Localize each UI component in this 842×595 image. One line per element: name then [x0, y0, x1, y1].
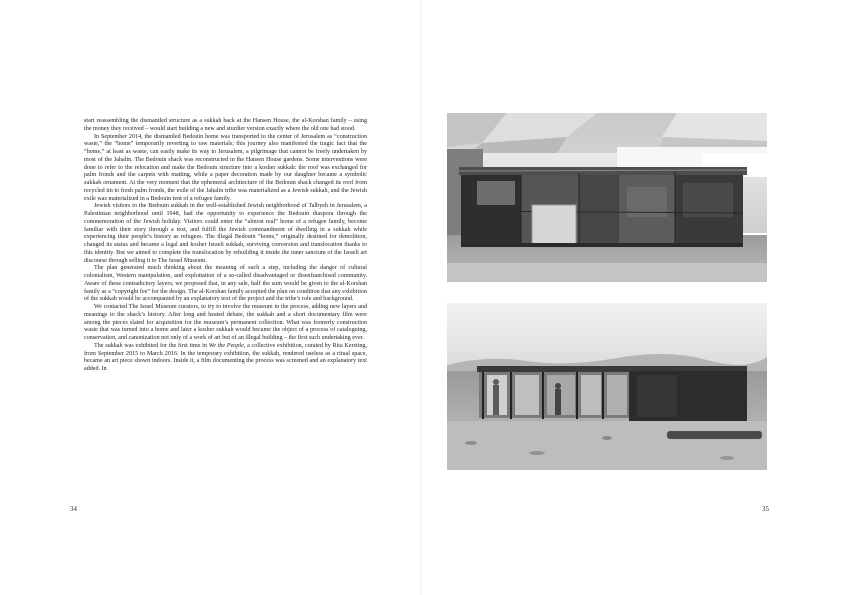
paragraph-1: start reassembling the dismantled structure as a sukkah back at the Hansen House, the al-Korshan family – using the money they received – would start building a new and sturdier version exactly where the old one had stood.	[84, 118, 367, 132]
exhibition-title: We the People	[208, 342, 244, 349]
paragraph-6-start: The sukkah was exhibited for the first time in	[94, 342, 209, 349]
paragraph-2: In September 2014, the dismantled Bedouin home was transported to the center of Jerusalem as “construction waste,” the “home” temporarily reverting to raw materials; this journey also manifested the tragic fact that the “home,” at least as waste, can easily make its way to Jerusalem, a pilgrimage that cannot be freely undertaken by most of the Jahalin. The Bedouin shack was reconstructed in the Hansen House gardens. Some interventions were done to refer to the relocation and make the Bedouin structure into a kosher sukkah: the roof was exchanged for palm fronds and the carpets with matting, while a paper decoration made by our daughter became a symbolic sukkah ornament. At the very moment that the ephemeral architecture of the Bedouin shack changed its roof from recycled tin to fresh palm fronds, the exile of the Jahalin tribe was materialized as a Jewish sukkah, and the Jewish exile was materialized in a Bedouin tent of a refugee family.	[84, 133, 367, 202]
body-text-column	[84, 118, 367, 374]
page-number-left: 34	[70, 505, 77, 513]
paragraph-3: Jewish visitors to the Bedouin sukkah in the well-established Jewish neighborhood of Talbyeh in Jerusalem, a Palestinian neighborhood until 1948, had the opportunity to experience the Bedouin diaspora through the commemoration of the Jewish holiday. Visitors could enter the “almost real” home of a refugee family, become familiar with their story through a text, and fulfill the Jewish commandment of dwelling in a sukkah while experiencing their people’s history as refugees. The illegal Bedouin “home,” originally destined for demolition, changed its status and became a legal and kosher Israeli sukkah, surviving conversion and translocation thanks to this identity. But we aimed to complete the translocation by rebuilding it inside the inner sanctum of the Israeli art discourse through selling it to The Israel Museum.	[84, 203, 367, 264]
photo-shack-in-desert	[447, 303, 767, 470]
page-gutter	[420, 0, 422, 595]
paragraph-5: We contacted The Israel Museum curators, to try to involve the museum in the process, adding new layers and meanings to the shack’s history. After long and heated debate, the sukkah and a short documentary film were among the pieces slated for acquisition for the museum’s permanent collection. What was formerly construction waste that was turned into a home and later a kosher sukkah would became the object of a process of cataloguing, conservation, and canonization not only of a work of art but of an illegal building – the first such undertaking ever.	[84, 304, 367, 341]
page-number-right: 35	[762, 505, 769, 513]
paragraph-4: The plan generated much thinking about the meaning of such a step, including the danger of cultural colonialism, Western manipulation, and exploitation of a so-called disadvantaged or disenfranchised community. Aware of these contradictory layers, we proposed that, in any sale, half the sum would be given to the al-Korshan family as a “copyright fee” for the design. The al-Korshan family accepted the plan on condition that any exhibition of the sukkah would be accompanied by an explanatory text of the project and the tribe’s role and background.	[84, 265, 367, 303]
photo-sukkah-in-museum	[447, 113, 767, 282]
paragraph-6-end: , a collective exhibition, curated by Rita Kersting, from September 2015 to March 2016. In the temporary exhibition, the sukkah, rendered useless as a ritual space, became an art piece shown indoors. Inside it, a film documenting the process was screened and an explanatory text added. In	[84, 342, 367, 372]
paragraph-6	[84, 343, 367, 374]
